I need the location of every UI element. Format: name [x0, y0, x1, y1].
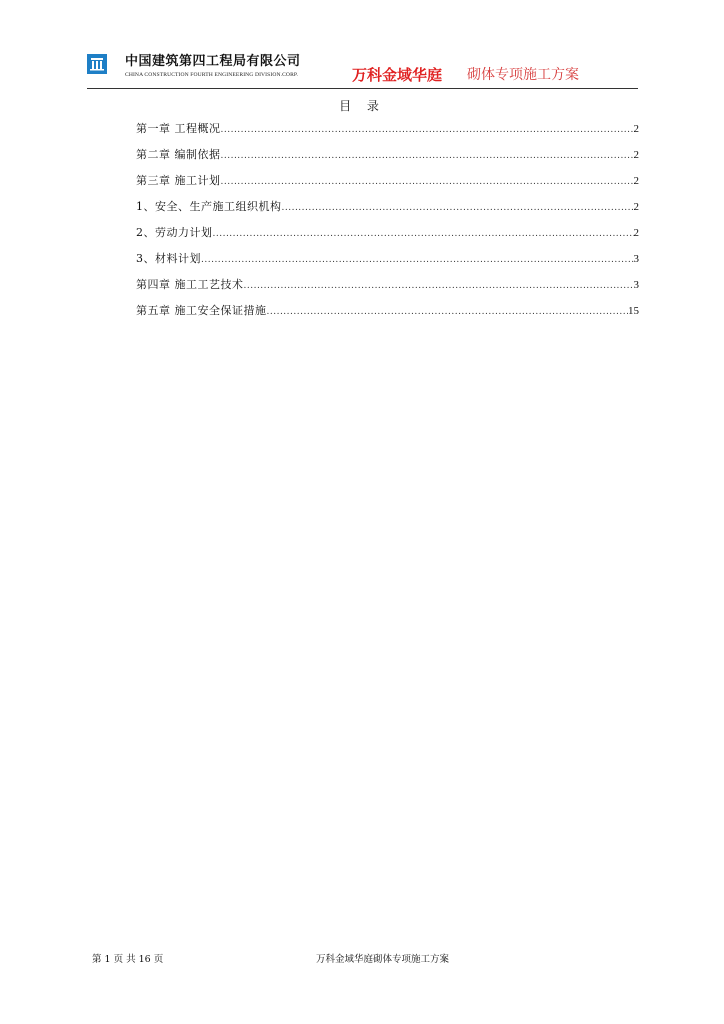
toc-entry-page: 3 — [633, 279, 639, 291]
page-header — [87, 48, 638, 89]
toc-entry-label: 第二章 编制依据 — [136, 148, 221, 161]
company-name-en: CHINA CONSTRUCTION FOURTH ENGINEERING DIVISION.CORP. — [125, 72, 298, 78]
toc-entry-label: 第四章 施工工艺技术 — [136, 278, 244, 291]
toc-leader-dots — [282, 200, 634, 216]
toc-leader-dots — [221, 148, 634, 164]
toc-entry[interactable] — [136, 277, 639, 293]
toc-entry-label: 第三章 施工计划 — [136, 174, 221, 187]
toc-entry[interactable] — [136, 199, 639, 215]
toc-entry[interactable] — [136, 251, 639, 267]
toc-entry[interactable] — [136, 173, 639, 189]
footer-page-info: 第 1 页 共 16 页 — [92, 954, 164, 965]
toc-entry-label: 3、材料计划 — [136, 252, 201, 265]
toc-title: 目 录 — [339, 99, 385, 113]
toc-entry[interactable] — [136, 225, 639, 241]
toc-entry-label: 第一章 工程概况 — [136, 122, 221, 135]
toc-entry[interactable] — [136, 121, 639, 137]
toc-entry-page: 15 — [628, 305, 639, 317]
toc-leader-dots — [221, 174, 634, 190]
project-name: 万科金域华庭 — [352, 66, 443, 84]
toc-entry-page: 2 — [633, 149, 639, 161]
document-name: 砌体专项施工方案 — [467, 67, 579, 83]
toc-entry[interactable] — [136, 147, 639, 163]
toc-entry-page: 2 — [633, 201, 639, 213]
toc-entry-label: 2、劳动力计划 — [136, 226, 213, 239]
toc-entry[interactable] — [136, 303, 639, 319]
toc-leader-dots — [201, 252, 634, 268]
toc-leader-dots — [244, 278, 634, 294]
cscec-logo-icon — [87, 54, 107, 74]
footer-doc-title: 万科金域华庭砌体专项施工方案 — [316, 954, 450, 965]
toc-leader-dots — [213, 226, 634, 242]
toc-leader-dots — [221, 122, 634, 138]
toc-entry-page: 2 — [633, 175, 639, 187]
toc-entry-page: 2 — [633, 227, 639, 239]
toc-entry-label: 第五章 施工安全保证措施 — [136, 304, 267, 317]
toc-entry-page: 3 — [633, 253, 639, 265]
toc-leader-dots — [267, 304, 629, 320]
toc-entry-label: 1、安全、生产施工组织机构 — [136, 200, 282, 213]
company-name-cn: 中国建筑第四工程局有限公司 — [125, 54, 301, 69]
toc-entry-page: 2 — [633, 123, 639, 135]
